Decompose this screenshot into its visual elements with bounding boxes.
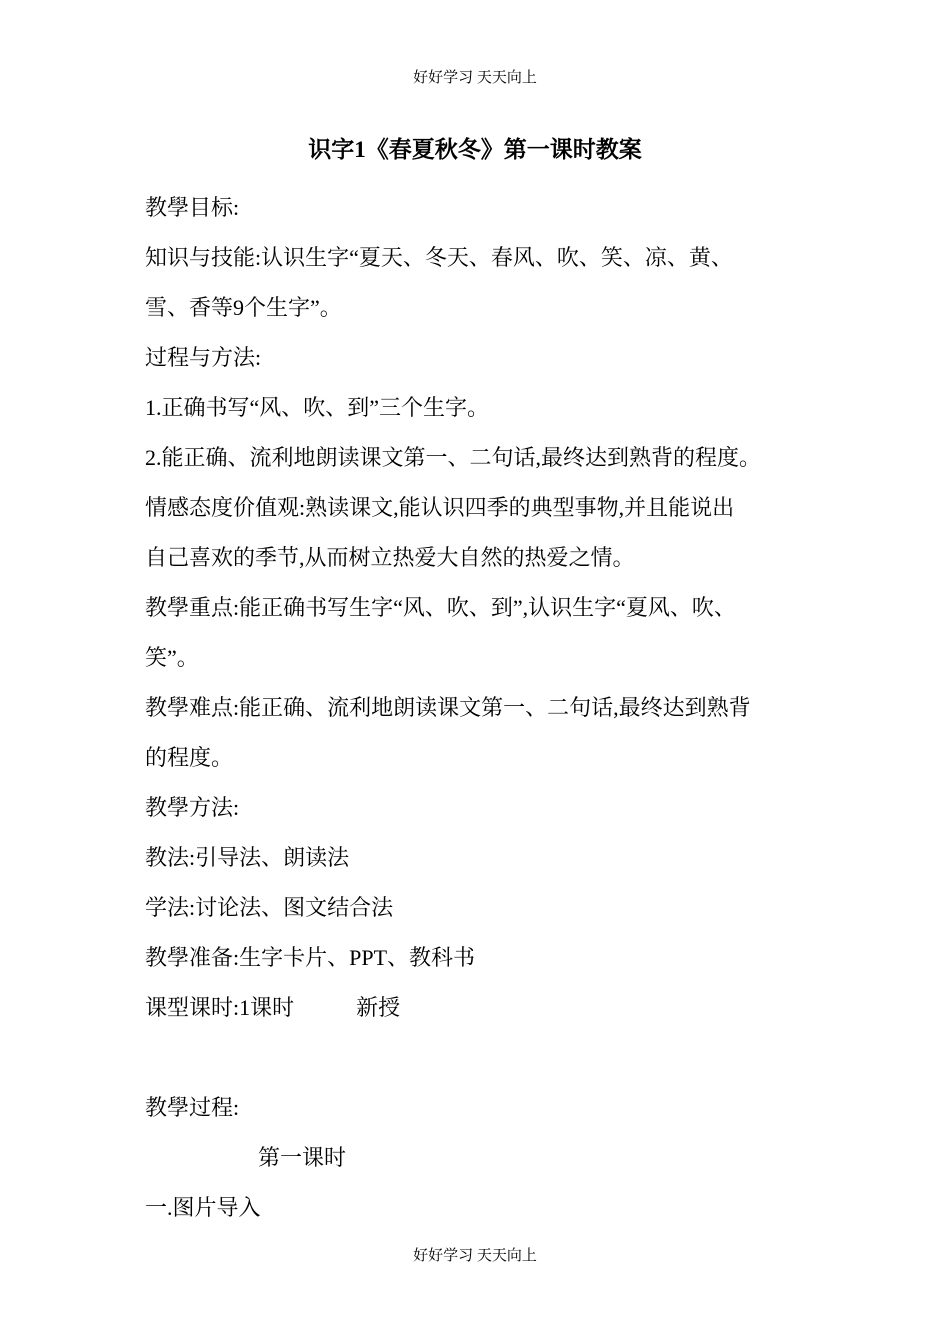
process-method-item-2: 2.能正确、流利地朗读课文第一、二句话,最终达到熟背的程度。 <box>145 445 762 470</box>
preparation-line: 教學准备:生字卡片、PPT、教科书 <box>145 945 476 970</box>
process-method-heading: 过程与方法: <box>145 345 262 370</box>
teaching-methods-heading: 教學方法: <box>145 795 240 820</box>
emotion-values-line-2: 自己喜欢的季节,从而树立热爱大自然的热爱之情。 <box>145 545 635 570</box>
session-heading: 第一课时 <box>258 1145 347 1170</box>
difficult-points-line-1: 教學难点:能正确、流利地朗读课文第一、二句话,最终达到熟背 <box>145 695 751 720</box>
learning-method-line: 学法:讨论法、图文结合法 <box>145 895 394 920</box>
page-footer: 好好学习 天天向上 <box>413 1248 537 1264</box>
process-method-item-1: 1.正确书写“风、吹、到”三个生字。 <box>145 395 490 420</box>
key-points-line-1: 教學重点:能正确书写生字“风、吹、到”,认识生字“夏风、吹、 <box>145 595 736 620</box>
teaching-process-heading: 教學过程: <box>145 1095 240 1120</box>
section-1-heading: 一.图片导入 <box>145 1195 261 1220</box>
lesson-type-label: 课型课时:1课时 <box>145 995 295 1020</box>
lesson-type-value: 新授 <box>356 995 401 1020</box>
difficult-points-line-2: 的程度。 <box>145 745 234 770</box>
document-title: 识字1《春夏秋冬》第一课时教案 <box>308 137 642 162</box>
key-points-line-2: 笑”。 <box>145 645 199 670</box>
knowledge-skills-line-1: 知识与技能:认识生字“夏天、冬天、春风、吹、笑、凉、黄、 <box>145 245 733 270</box>
emotion-values-line-1: 情感态度价值观:熟读课文,能认识四季的典型事物,并且能说出 <box>145 495 735 520</box>
document-body <box>145 183 825 1233</box>
objectives-heading: 教學目标: <box>145 195 240 220</box>
knowledge-skills-line-2: 雪、香等9个生字”。 <box>145 295 342 320</box>
teaching-method-line: 教法:引导法、朗读法 <box>145 845 350 870</box>
blank-line <box>145 1033 825 1083</box>
page-header: 好好学习 天天向上 <box>413 70 537 86</box>
lesson-type-line <box>145 983 825 1033</box>
